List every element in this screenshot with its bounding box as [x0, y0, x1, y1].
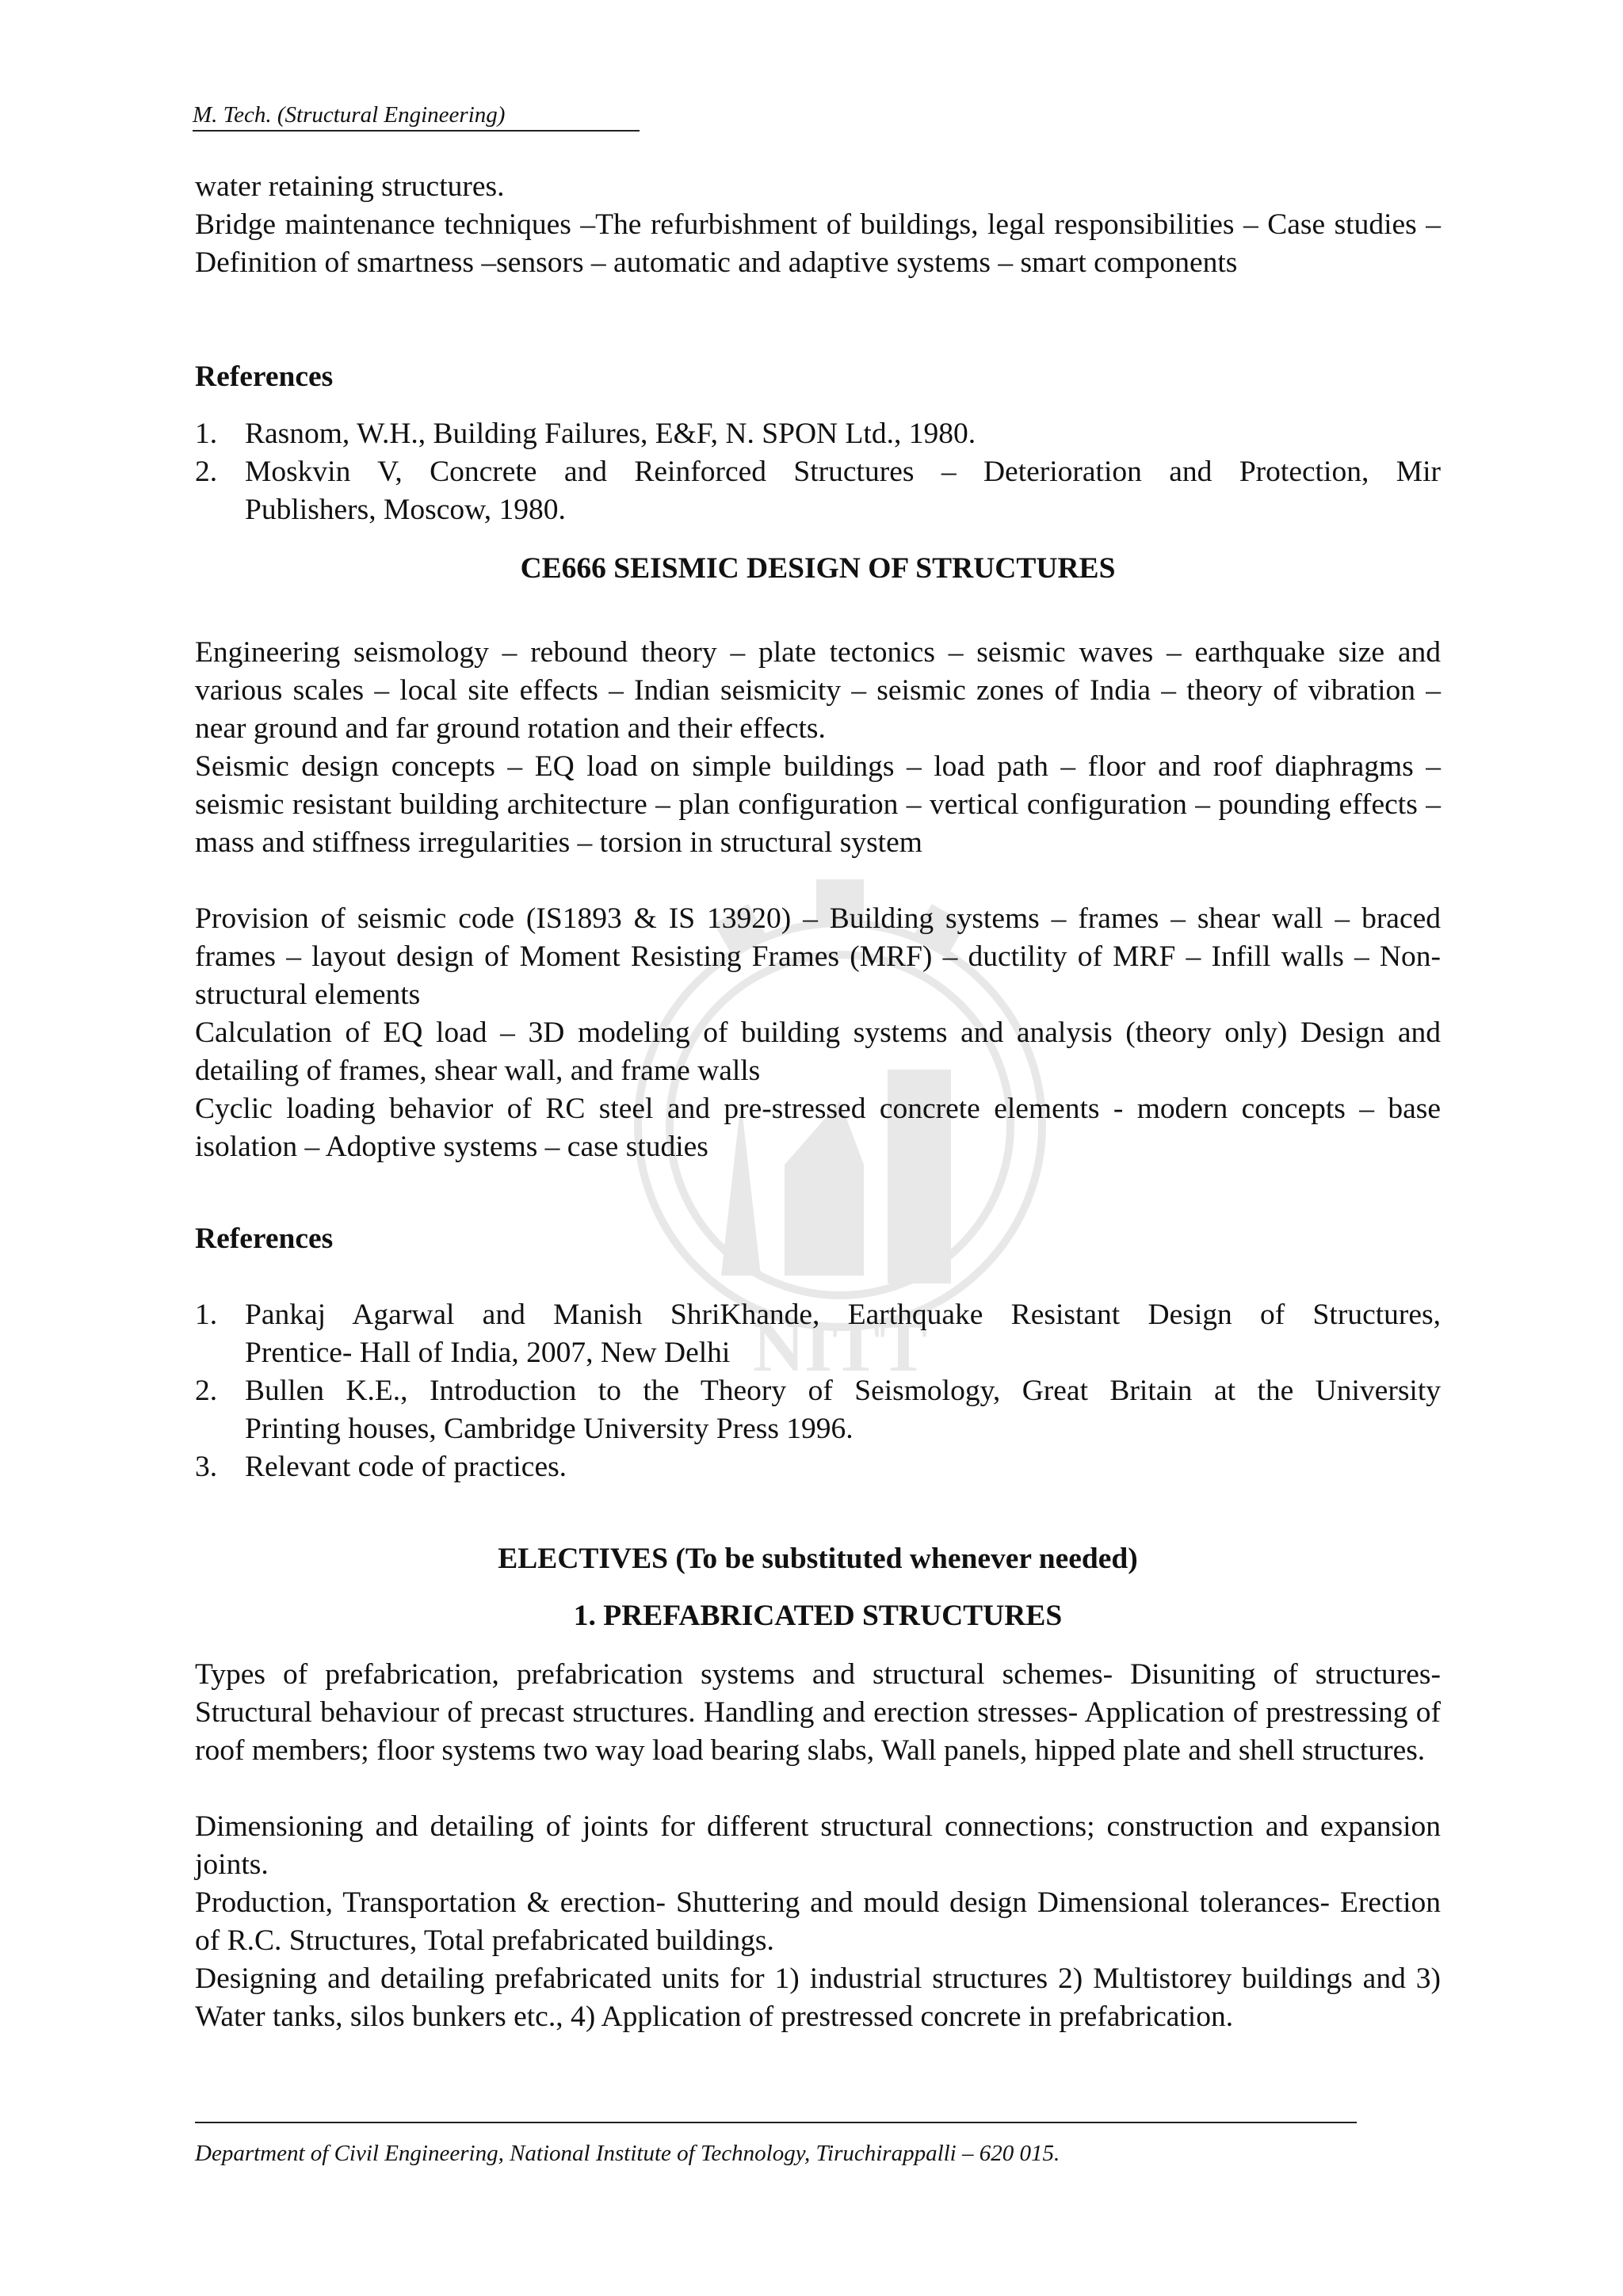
paragraph	[195, 1656, 1441, 1770]
reference-number: 3.	[195, 1451, 218, 1483]
reference-text: Rasnom, W.H., Building Failures, E&F, N. SPON Ltd., 1980.	[245, 418, 976, 450]
paragraph	[195, 748, 1441, 862]
reference-text-line2: Prentice- Hall of India, 2007, New Delhi	[245, 1337, 731, 1369]
reference-text-line1: Bullen K.E., Introduction to the Theory of Seismology, Great Britain at the University	[245, 1375, 1441, 1407]
reference-item	[195, 1448, 1441, 1486]
reference-item	[195, 1372, 1441, 1448]
reference-text: Relevant code of practices.	[245, 1451, 567, 1483]
footer-divider	[195, 2122, 1357, 2123]
paragraph-text: Provision of seismic code (IS1893 & IS 13920) – Building systems – frames – shear wall – braced frames – layout design of Moment Resisting Frames (MRF) – ductility of MRF – Infill walls – Non-structural elements	[195, 902, 1441, 1011]
elective-title: 1. PREFABRICATED STRUCTURES	[573, 1600, 1063, 1632]
reference-number: 1.	[195, 418, 218, 450]
paragraph-text: Types of prefabrication, prefabrication systems and structural schemes- Disuniting of structures- Structural behaviour of precast structures. Handling and erection stresses- Application of prestressing of roof members; floor systems two way load bearing slabs, Wall panels, hipped plate and shell structures.	[195, 1658, 1441, 1767]
reference-text-line2: Printing houses, Cambridge University Press 1996.	[245, 1413, 854, 1445]
reference-text-line1: Moskvin V, Concrete and Reinforced Structures – Deterioration and Protection, Mir	[245, 456, 1441, 488]
page-header: M. Tech. (Structural Engineering)	[193, 101, 640, 132]
paragraph-continuation: water retaining structures.	[195, 170, 505, 203]
reference-text-line1: Pankaj Agarwal and Manish ShriKhande, Earthquake Resistant Design of Structures,	[245, 1299, 1441, 1331]
reference-item	[195, 1296, 1441, 1372]
paragraph-text: Calculation of EQ load – 3D modeling of building systems and analysis (theory only) Design and detailing of frames, shear wall, and frame walls	[195, 1016, 1441, 1087]
paragraph-text: Bridge maintenance techniques –The refurbishment of buildings, legal responsibilities – Case studies – Definition of smartness –sensors – automatic and adaptive systems – smart components	[195, 208, 1441, 279]
paragraph-text: Cyclic loading behavior of RC steel and pre-stressed concrete elements - modern concepts – base isolation – Adoptive systems – case studies	[195, 1093, 1441, 1163]
electives-heading: ELECTIVES (To be substituted whenever needed)	[498, 1543, 1138, 1575]
paragraph-text: Dimensioning and detailing of joints for different structural connections; construction and expansion joints.	[195, 1810, 1441, 1881]
references-heading: References	[195, 360, 334, 393]
paragraph-text: Engineering seismology – rebound theory – plate tectonics – seismic waves – earthquake size and various scales – local site effects – Indian seismicity – seismic zones of India – theory of vibration – near ground and far ground rotation and their effects.	[195, 636, 1441, 745]
paragraph-text: Designing and detailing prefabricated units for 1) industrial structures 2) Multistorey buildings and 3) Water tanks, silos bunkers etc., 4) Application of prestressed concrete in prefabrication.	[195, 1962, 1441, 2033]
reference-number: 1.	[195, 1299, 218, 1331]
paragraph-text: Seismic design concepts – EQ load on simple buildings – load path – floor and roof diaphragms – seismic resistant building architecture – plan configuration – vertical configuration – pounding effects – mass and stiffness irregularities – torsion in structural system	[195, 750, 1441, 859]
page-footer: Department of Civil Engineering, National Institute of Technology, Tiruchirappalli – 620 015.	[195, 2141, 1060, 2166]
paragraph	[195, 1960, 1441, 2036]
paragraph	[195, 1808, 1441, 1884]
paragraph	[195, 1090, 1441, 1166]
reference-item	[195, 415, 1441, 453]
reference-item	[195, 453, 1441, 529]
paragraph	[195, 1884, 1441, 1960]
reference-number: 2.	[195, 456, 218, 488]
paragraph-bridge-maintenance	[195, 206, 1441, 282]
course-title: CE666 SEISMIC DESIGN OF STRUCTURES	[520, 552, 1116, 585]
paragraph-text: Production, Transportation & erection- Shuttering and mould design Dimensional tolerances- Erection of R.C. Structures, Total prefabricated buildings.	[195, 1886, 1441, 1957]
references-heading: References	[195, 1222, 334, 1255]
paragraph	[195, 634, 1441, 748]
paragraph	[195, 900, 1441, 1014]
reference-number: 2.	[195, 1375, 218, 1407]
paragraph	[195, 1014, 1441, 1090]
reference-text-line2: Publishers, Moscow, 1980.	[245, 494, 566, 526]
watermark-text: NITT	[752, 1308, 928, 1386]
